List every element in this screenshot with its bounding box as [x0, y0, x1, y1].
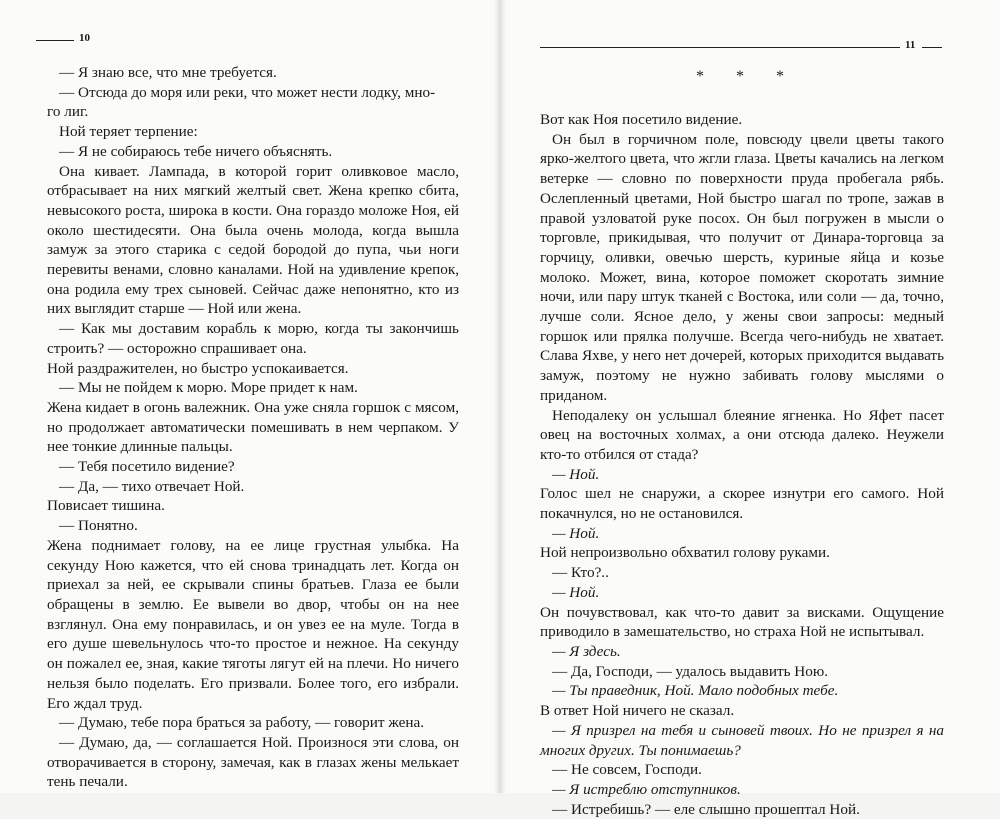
paragraph: — Думаю, тебе пора браться за работу, — говорит жена. — [59, 714, 425, 732]
left-header-rule — [36, 40, 74, 41]
paragraph: — Истребишь? — еле слышно прошептал Ной. — [552, 800, 860, 818]
paragraph: — Я истреблю отступников. — [552, 780, 741, 798]
paragraph: — Мы не пойдем к морю. Море придет к нам. — [59, 379, 358, 397]
right-header-rule — [540, 47, 900, 48]
paragraph: — Как мы доставим корабль к морю, когда ты закончишь строить? — осторожно спрашивает она. — [47, 320, 459, 357]
paragraph: Жена поднимает голову, на ее лице грустная улыбка. На секунду Ною кажется, что ей снова тринадцать лет. Когда он приехал за ней, ее скрывали спины братьев. Глаза ее были обращены в землю. Ее вывели во двор, чтобы он на нее взглянул. Она ему понравилась, и он увез ее на муле. Тогда в его душе шевельнулось что-то простое и нежное. На секунду он пожалел ее, зная, какие тяготы лягут ей на плечи. Но ничего нельзя было поделать. Его призвали. Более того, его избрали. Его ждал труд. — [47, 536, 459, 712]
left-page-text — [47, 63, 459, 792]
paragraph: — Думаю, да, — соглашается Ной. Произнося эти слова, он отворачивается в сторону, замечая, как в глазах жены мелькает тень печали. — [47, 733, 459, 791]
paragraph: — Я знаю все, что мне требуется. — [59, 64, 277, 81]
paragraph: — Кто?.. — [552, 564, 609, 582]
paragraph: — Понятно. — [59, 517, 138, 535]
paragraph: — Я здесь. — [552, 642, 621, 660]
paragraph: Он был в горчичном поле, повсюду цвели цветы такого ярко-желтого цвета, что жгли глаза. Цветы качались на легком ветерке — словно по поверхности пруда пробегала рябь. Ослепленный цветами, Ной быстро шагал по тропе, зажав в правой узловатой руке посох. Он был погружен в мысли о торговле, прикидывая, что получит от Динара-торговца за горчицу, оливки, овечью шерсть, куриные яйца и козье молоко. Может, вина, которое поможет скоротать зимние ночи, или пару штук тканей с Востока, или соли — да, точно, лучше соли. Ясное дело, у жены свои запросы: медный горшок или прялка получше. Всегда чего-нибудь не хватает. Слава Яхве, у него нет дочерей, которых приходится выдавать замуж, поэтому не нужно забивать голову мыслями о приданом. — [540, 130, 944, 404]
paragraph: — Отсюда до моря или реки, что может нести лодку, мно- — [59, 83, 436, 101]
paragraph: Неподалеку он услышал блеяние ягненка. Но Яфет пасет овец на восточных холмах, а они отсюда далеко. Неужели кто-то отбился от стада? — [540, 406, 944, 463]
paragraph: — Не совсем, Господи. — [552, 761, 702, 779]
paragraph: Ной непроизвольно обхватил голову руками. — [540, 544, 830, 562]
paragraph: Он почувствовал, как что-то давит за висками. Ощущение приводило в замешательство, но страха Ной не испытывал. — [540, 603, 944, 641]
paragraph: Она кивает. Лампада, в которой горит оливковое масло, отбрасывает на них мягкий желтый свет. Жена крепко сбита, невысокого роста, широка в кости. Она гораздо моложе Ноя, ей около шестидесяти. Она была очень молода, когда вышла замуж за этого старика с седой бородой до пупа, чьи ноги перевиты венами, словно каналами. Ной на удивление крепок, она родила ему трех сыновей. Сейчас даже непонятно, кто из них выглядит старше — Ной или жена. — [47, 162, 459, 318]
left-page-number: 10 — [79, 32, 90, 44]
right-header-rule-end — [922, 47, 942, 48]
paragraph: — Да, — тихо отвечает Ной. — [59, 477, 245, 495]
paragraph: Жена кидает в огонь валежник. Она уже сняла горшок с мясом, но продолжает автоматически помешивать в нем черпаком. У нее тонкие длинные пальцы. — [47, 398, 459, 456]
paragraph: — Ной. — [552, 465, 600, 483]
paragraph: Повисает тишина. — [47, 497, 165, 515]
paragraph: го лиг. — [47, 103, 89, 121]
paragraph: — Ной. — [552, 524, 600, 542]
paragraph: В ответ Ной ничего не сказал. — [540, 702, 735, 720]
paragraph: Голос шел не снаружи, а скорее изнутри его самого. Ной покачнулся, но не остановился. — [540, 485, 944, 523]
paragraph: — Ной. — [552, 583, 600, 601]
paragraph: — Тебя посетило видение? — [59, 458, 235, 476]
section-break-asterism: * * * — [696, 68, 798, 85]
paragraph: Ной раздражителен, но быстро успокаивается. — [47, 359, 349, 377]
paragraph: — Да, Господи, — удалось выдавить Ною. — [552, 662, 829, 680]
book-gutter — [494, 0, 506, 793]
paragraph: — Ты праведник, Ной. Мало подобных тебе. — [552, 682, 839, 700]
right-page-number: 11 — [905, 39, 916, 51]
right-page-text — [540, 110, 944, 819]
paragraph: Ной теряет терпение: — [59, 123, 198, 141]
paragraph: — Я не собираюсь тебе ничего объяснять. — [59, 142, 333, 160]
paragraph: Вот как Ноя посетило видение. — [540, 111, 743, 128]
paragraph: — Я призрел на тебя и сыновей твоих. Но не призрел я на многих других. Ты понимаешь? — [540, 721, 944, 759]
